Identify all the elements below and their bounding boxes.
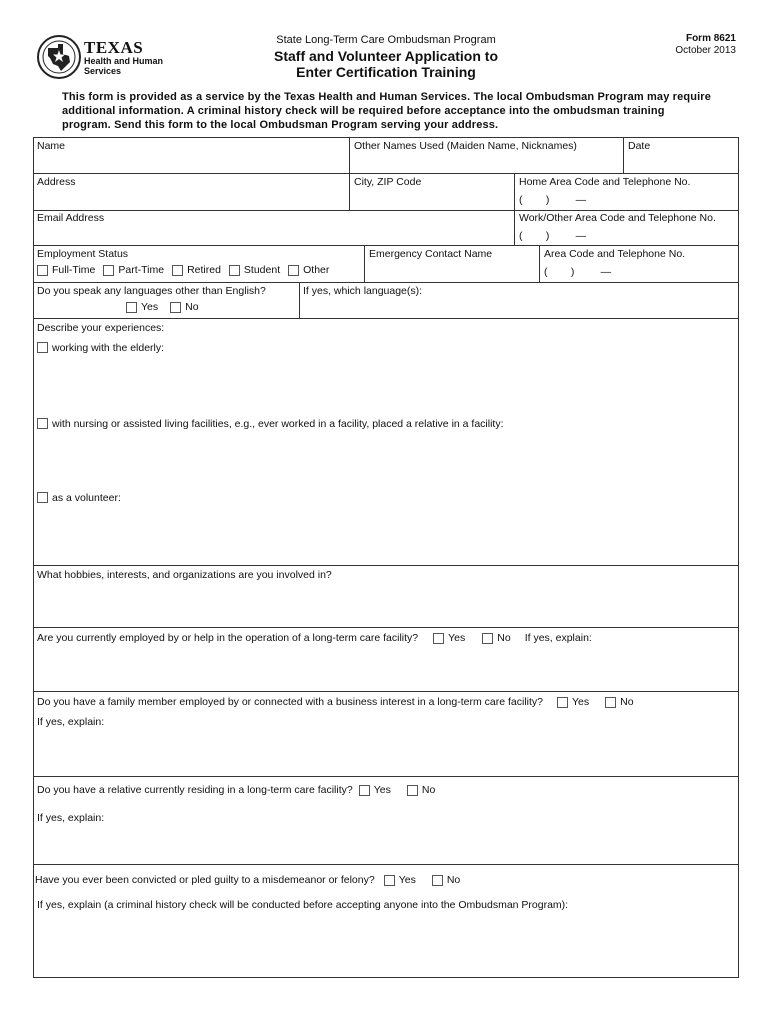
family-explain-field[interactable] <box>34 732 738 775</box>
employed-yes-option[interactable]: Yes <box>433 632 465 645</box>
experience-elderly[interactable]: working with the elderly: <box>37 342 164 355</box>
experience-facilities[interactable]: with nursing or assisted living facilities, e.g., ever worked in a facility, placed a relative in a facility: <box>37 418 504 431</box>
email-field[interactable] <box>34 226 513 244</box>
employed-no-option[interactable]: No <box>482 632 510 645</box>
row-divider <box>33 173 739 174</box>
checkbox[interactable] <box>433 633 444 644</box>
checkbox[interactable] <box>172 265 183 276</box>
row-divider <box>33 627 739 628</box>
emergency-phone-field[interactable]: ( ) — <box>544 266 612 278</box>
convicted-explain-field[interactable] <box>34 916 738 976</box>
agency-logo-sub-1: Health and Human <box>84 56 164 66</box>
employed-question: Are you currently employed by or help in the operation of a long-term care facility? <box>37 632 419 644</box>
family-no-option[interactable]: No <box>605 696 633 709</box>
checkbox[interactable] <box>407 785 418 796</box>
row-divider <box>33 565 739 566</box>
checkbox[interactable] <box>229 265 240 276</box>
checkbox[interactable] <box>170 302 181 313</box>
agency-logo <box>36 34 166 80</box>
form-title-line-1: Staff and Volunteer Application to <box>274 48 498 64</box>
family-explain-label: If yes, explain: <box>37 716 105 728</box>
experience-volunteer[interactable]: as a volunteer: <box>37 492 121 505</box>
employment-option-other[interactable]: Other <box>288 264 329 277</box>
date-label: Date <box>628 140 651 152</box>
checkbox[interactable] <box>103 265 114 276</box>
emergency-contact-field[interactable] <box>365 262 538 281</box>
languages-which-label: If yes, which language(s): <box>303 285 423 297</box>
checkbox[interactable] <box>432 875 443 886</box>
checkbox[interactable] <box>37 492 48 503</box>
checkbox[interactable] <box>359 785 370 796</box>
row-divider <box>33 691 739 692</box>
employment-option-part-time[interactable]: Part-Time <box>103 264 164 277</box>
city-zip-field[interactable] <box>350 190 513 209</box>
checkbox[interactable] <box>557 697 568 708</box>
describe-experiences-label: Describe your experiences: <box>37 322 165 334</box>
other-names-field[interactable] <box>350 154 622 172</box>
program-name: State Long-Term Care Ombudsman Program <box>276 34 496 46</box>
row-divider <box>33 210 739 211</box>
convicted-question: Have you ever been convicted or pled guilty to a misdemeanor or felony? <box>35 874 375 886</box>
address-label: Address <box>37 176 76 188</box>
experience-volunteer-field[interactable] <box>34 510 738 564</box>
work-phone-label: Work/Other Area Code and Telephone No. <box>519 212 716 224</box>
home-phone-label: Home Area Code and Telephone No. <box>519 176 691 188</box>
relative-yes-option[interactable]: Yes <box>359 784 391 797</box>
checkbox[interactable] <box>482 633 493 644</box>
name-label: Name <box>37 140 66 152</box>
agency-logo-text: TEXAS <box>84 38 144 57</box>
employed-question-row <box>37 632 592 645</box>
employment-option-full-time[interactable]: Full-Time <box>37 264 95 277</box>
checkbox[interactable] <box>37 342 48 353</box>
employment-option-student[interactable]: Student <box>229 264 280 277</box>
intro-text: This form is provided as a service by the Texas Health and Human Services. The local Ombudsman Program may require additional information. A criminal history check will be required before acceptance into the ombudsman training program. Send this form to the local Ombudsman Program serving your address. <box>62 91 712 131</box>
checkbox[interactable] <box>126 302 137 313</box>
checkbox[interactable] <box>605 697 616 708</box>
relative-explain-field[interactable] <box>34 828 738 863</box>
languages-which-field[interactable] <box>300 299 738 317</box>
family-question: Do you have a family member employed by or connected with a business interest in a long-term care facility? <box>37 696 543 708</box>
home-phone-field[interactable]: ( ) — <box>519 194 587 206</box>
work-phone-field[interactable]: ( ) — <box>519 230 587 242</box>
convicted-question-row <box>35 874 468 887</box>
row-divider <box>33 864 739 865</box>
row-divider <box>33 318 739 319</box>
employed-explain-label: If yes, explain: <box>524 632 592 644</box>
languages-question: Do you speak any languages other than English? <box>37 285 266 297</box>
emergency-phone-label: Area Code and Telephone No. <box>544 248 686 260</box>
date-field[interactable] <box>624 154 738 172</box>
hobbies-label: What hobbies, interests, and organizations are you involved in? <box>37 569 332 581</box>
employment-option-retired[interactable]: Retired <box>172 264 221 277</box>
experience-facilities-field[interactable] <box>34 436 738 488</box>
employment-options <box>37 264 337 277</box>
texas-seal-icon <box>36 34 82 80</box>
family-yes-option[interactable]: Yes <box>557 696 589 709</box>
email-label: Email Address <box>37 212 105 224</box>
form-number: Form 8621 <box>685 33 736 44</box>
emergency-contact-label: Emergency Contact Name <box>369 248 493 260</box>
form-title-line-2: Enter Certification Training <box>296 64 476 80</box>
city-zip-label: City, ZIP Code <box>354 176 422 188</box>
relative-question-row <box>37 784 443 797</box>
relative-question: Do you have a relative currently residing in a long-term care facility? <box>37 784 353 796</box>
relative-explain-label: If yes, explain: <box>37 812 105 824</box>
col-divider <box>539 245 540 282</box>
agency-logo-sub-2: Services <box>84 66 122 76</box>
languages-yes-option[interactable]: Yes <box>126 301 158 314</box>
family-question-row <box>37 696 642 709</box>
col-divider <box>514 173 515 245</box>
convicted-no-option[interactable]: No <box>432 874 460 887</box>
address-field[interactable] <box>34 190 348 209</box>
checkbox[interactable] <box>37 418 48 429</box>
row-divider <box>33 282 739 283</box>
employment-status-label: Employment Status <box>37 248 129 260</box>
checkbox[interactable] <box>384 875 395 886</box>
convicted-explain-label: If yes, explain (a criminal history check will be conducted before accepting anyone into the Ombudsman Program): <box>37 899 569 911</box>
convicted-yes-option[interactable]: Yes <box>384 874 416 887</box>
languages-yes-no <box>126 301 207 314</box>
relative-no-option[interactable]: No <box>407 784 435 797</box>
employed-explain-field[interactable] <box>34 650 738 690</box>
other-names-label: Other Names Used (Maiden Name, Nicknames) <box>354 140 577 152</box>
experience-elderly-field[interactable] <box>34 360 738 414</box>
checkbox[interactable] <box>37 265 48 276</box>
checkbox[interactable] <box>288 265 299 276</box>
name-field[interactable] <box>34 154 348 172</box>
row-divider <box>33 776 739 777</box>
hobbies-field[interactable] <box>34 585 738 626</box>
form-date: October 2013 <box>675 45 736 56</box>
languages-no-option[interactable]: No <box>170 301 198 314</box>
row-divider <box>33 245 739 246</box>
